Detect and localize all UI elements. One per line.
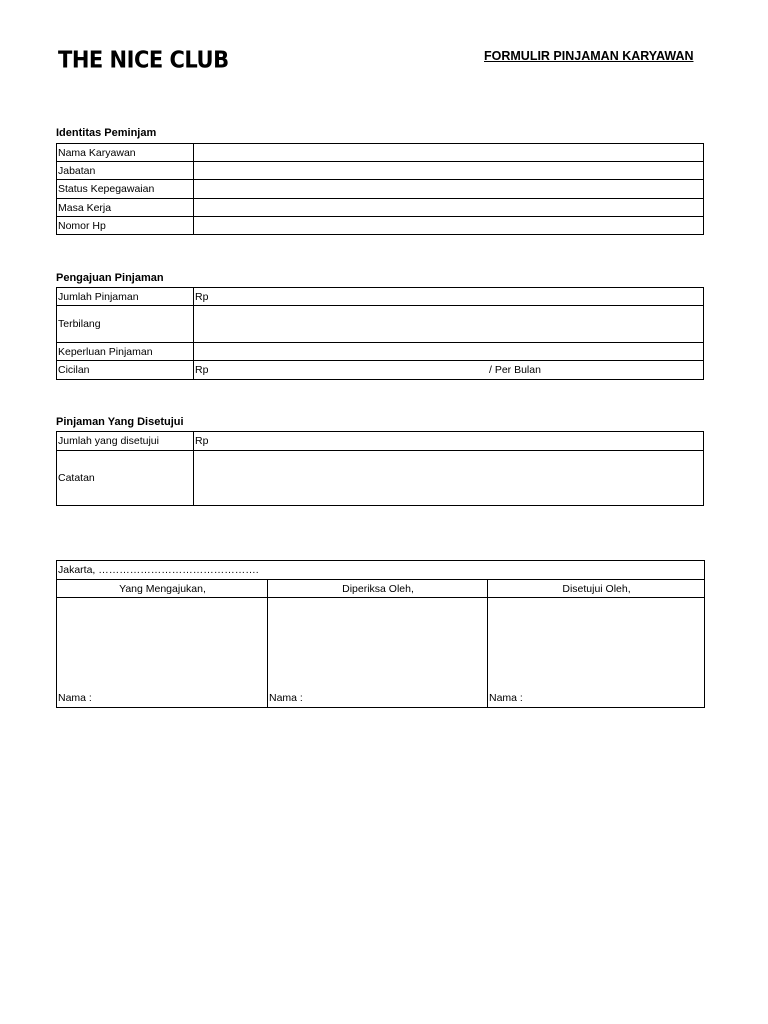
sig-name-applicant: Nama : bbox=[58, 692, 92, 704]
field-masa-kerja[interactable] bbox=[194, 199, 704, 217]
field-keperluan-pinjaman[interactable] bbox=[194, 343, 704, 361]
field-terbilang[interactable] bbox=[194, 306, 704, 343]
label-status-kepegawaian: Status Kepegawaian bbox=[57, 180, 194, 199]
section-title-pengajuan: Pengajuan Pinjaman bbox=[56, 272, 164, 284]
sig-title-applicant: Yang Mengajukan, bbox=[57, 580, 268, 598]
label-jumlah-disetujui: Jumlah yang disetujui bbox=[57, 432, 194, 451]
label-jumlah-pinjaman: Jumlah Pinjaman bbox=[57, 288, 194, 306]
sig-box-approver[interactable] bbox=[488, 598, 705, 708]
cicilan-currency: Rp bbox=[195, 364, 209, 376]
sig-title-approver: Disetujui Oleh, bbox=[488, 580, 705, 598]
sig-name-approver: Nama : bbox=[489, 692, 523, 704]
company-logo: THE NICE CLUB bbox=[58, 46, 229, 73]
section-title-disetujui: Pinjaman Yang Disetujui bbox=[56, 416, 184, 428]
field-jabatan[interactable] bbox=[194, 162, 704, 180]
pengajuan-table bbox=[56, 287, 704, 380]
field-jumlah-disetujui[interactable]: Rp bbox=[194, 432, 704, 451]
sig-title-checker: Diperiksa Oleh, bbox=[268, 580, 488, 598]
signature-table bbox=[56, 560, 705, 708]
form-title: FORMULIR PINJAMAN KARYAWAN bbox=[484, 49, 694, 63]
label-masa-kerja: Masa Kerja bbox=[57, 199, 194, 217]
label-terbilang: Terbilang bbox=[57, 306, 194, 343]
sig-box-applicant[interactable] bbox=[57, 598, 268, 708]
sig-box-checker[interactable] bbox=[268, 598, 488, 708]
field-nama-karyawan[interactable] bbox=[194, 144, 704, 162]
label-jabatan: Jabatan bbox=[57, 162, 194, 180]
label-nama-karyawan: Nama Karyawan bbox=[57, 144, 194, 162]
identitas-table bbox=[56, 143, 704, 235]
section-title-identitas: Identitas Peminjam bbox=[56, 127, 157, 139]
sig-name-checker: Nama : bbox=[269, 692, 303, 704]
label-nomor-hp: Nomor Hp bbox=[57, 217, 194, 235]
label-catatan: Catatan bbox=[57, 451, 194, 506]
field-status-kepegawaian[interactable] bbox=[194, 180, 704, 199]
place-date-field[interactable]: Jakarta, ………………………………………. bbox=[57, 561, 705, 580]
cicilan-suffix: / Per Bulan bbox=[489, 364, 541, 376]
field-catatan[interactable] bbox=[194, 451, 704, 506]
field-jumlah-pinjaman[interactable]: Rp bbox=[194, 288, 704, 306]
label-keperluan-pinjaman: Keperluan Pinjaman bbox=[57, 343, 194, 361]
disetujui-table bbox=[56, 431, 704, 506]
field-cicilan[interactable] bbox=[194, 361, 704, 380]
label-cicilan: Cicilan bbox=[57, 361, 194, 380]
field-nomor-hp[interactable] bbox=[194, 217, 704, 235]
